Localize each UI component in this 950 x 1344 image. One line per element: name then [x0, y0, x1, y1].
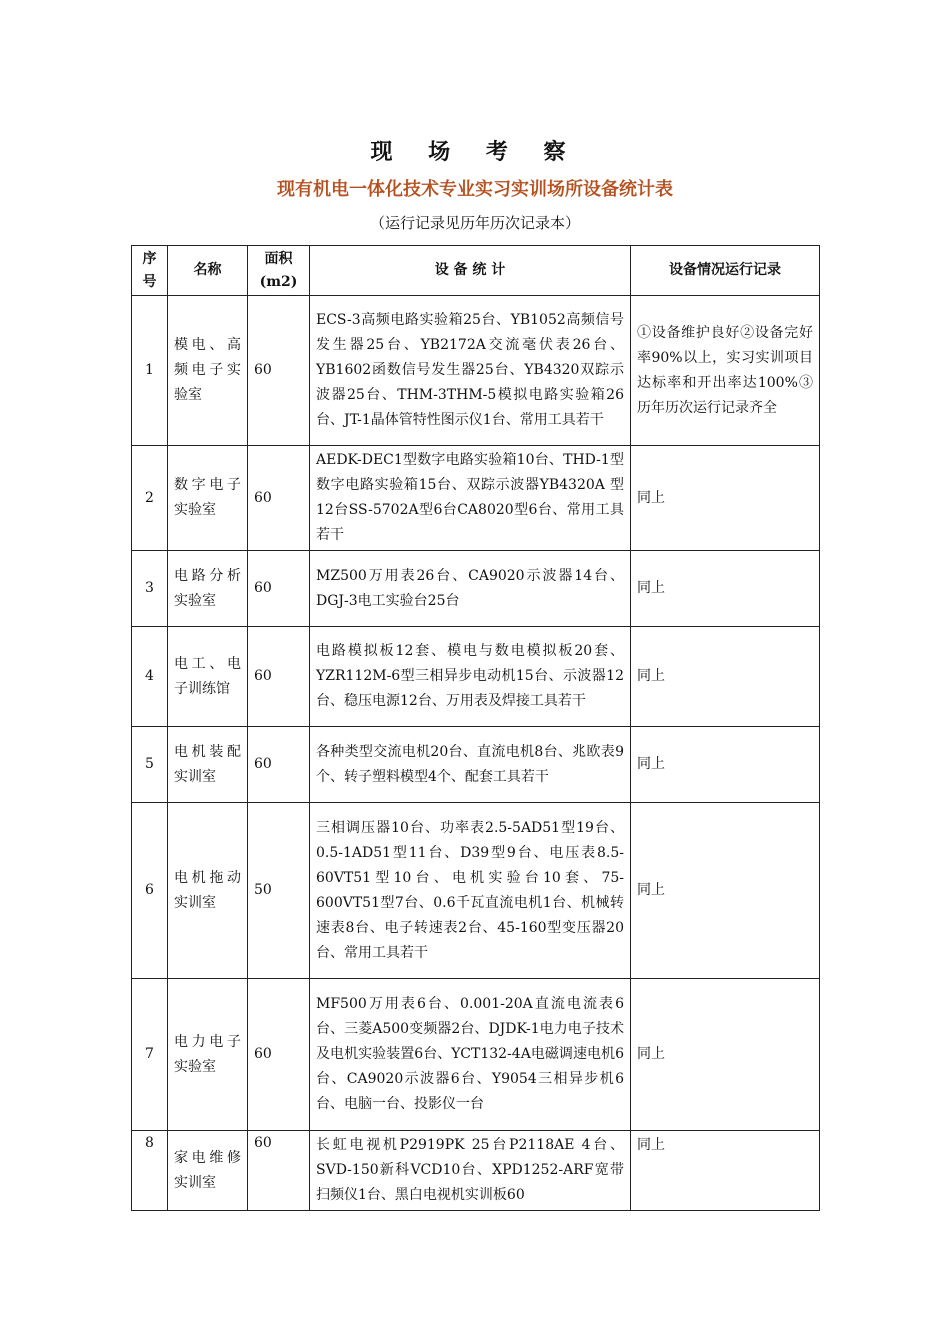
row-area: 60 — [248, 551, 310, 627]
row-name: 模电、高频电子实验室 — [168, 296, 248, 446]
row-status: 同上 — [631, 551, 820, 627]
row-status: 同上 — [631, 446, 820, 551]
row-no: 7 — [132, 979, 168, 1131]
table-row — [132, 446, 820, 551]
row-area: 60 — [248, 296, 310, 446]
row-status: 同上 — [631, 627, 820, 727]
row-equipment: MF500万用表6台、0.001-20A直流电流表6台、三菱A500变频器2台、DJDK-1电力电子技术及电机实验装置6台、YCT132-4A电磁调速电机6台、CA9020示波器6台、Y9054三相异步机6台、电脑一台、投影仪一台 — [310, 979, 631, 1131]
table-row — [132, 803, 820, 979]
column-header-area: 面积(m2) — [248, 246, 310, 296]
row-name: 电机拖动实训室 — [168, 803, 248, 979]
row-equipment: AEDK-DEC1型数字电路实验箱10台、THD-1型数字电路实验箱15台、双踪示波器YB4320A 型12台SS-5702A型6台CA8020型6台、常用工具若干 — [310, 446, 631, 551]
row-equipment: 长虹电视机P2919PK 25台P2118AE 4台、SVD-150新科VCD10台、XPD1252-ARF宽带扫频仪1台、黑白电视机实训板60 — [310, 1131, 631, 1211]
table-subtitle: 现有机电一体化技术专业实习实训场所设备统计表 — [277, 179, 673, 200]
row-no: 6 — [132, 803, 168, 979]
row-area: 60 — [248, 627, 310, 727]
column-header-name: 名称 — [168, 246, 248, 296]
row-status: 同上 — [631, 803, 820, 979]
row-area: 60 — [248, 727, 310, 803]
row-no: 1 — [132, 296, 168, 446]
row-equipment: MZ500万用表26台、CA9020示波器14台、DGJ-3电工实验台25台 — [310, 551, 631, 627]
row-area: 60 — [248, 446, 310, 551]
row-no: 5 — [132, 727, 168, 803]
row-area: 60 — [248, 1131, 310, 1211]
row-status: 同上 — [631, 727, 820, 803]
table-row — [132, 727, 820, 803]
column-header-status: 设备情况运行记录 — [631, 246, 820, 296]
column-header-no: 序号 — [132, 246, 168, 296]
table-note: （运行记录见历年历次记录本） — [369, 214, 580, 232]
table-row — [132, 979, 820, 1131]
equipment-table — [131, 245, 820, 1211]
row-name: 电机装配实训室 — [168, 727, 248, 803]
row-status: 同上 — [631, 979, 820, 1131]
table-header-row — [132, 246, 820, 296]
row-equipment: 三相调压器10台、功率表2.5-5AD51型19台、0.5-1AD51型11台、D39型9台、电压表8.5-60VT51型10台、电机实验台10套、75-600VT51型7台、0.6千瓦直流电机1台、机械转速表8台、电子转速表2台、45-160型变压器20台、常用工具若干 — [310, 803, 631, 979]
table-row — [132, 627, 820, 727]
row-no: 2 — [132, 446, 168, 551]
row-name: 电力电子实验室 — [168, 979, 248, 1131]
page-title: 现 场 考 察 — [370, 139, 580, 165]
row-equipment: 各种类型交流电机20台、直流电机8台、兆欧表9个、转子塑料模型4个、配套工具若干 — [310, 727, 631, 803]
table-row — [132, 1131, 820, 1211]
row-no: 3 — [132, 551, 168, 627]
row-name: 电工、电子训练馆 — [168, 627, 248, 727]
table-row — [132, 551, 820, 627]
row-no: 8 — [132, 1131, 168, 1211]
row-area: 50 — [248, 803, 310, 979]
row-name: 数字电子实验室 — [168, 446, 248, 551]
row-name: 电路分析实验室 — [168, 551, 248, 627]
column-header-equipment: 设 备 统 计 — [310, 246, 631, 296]
table-row — [132, 296, 820, 446]
row-name: 家电维修实训室 — [168, 1131, 248, 1211]
row-area: 60 — [248, 979, 310, 1131]
row-equipment: ECS-3高频电路实验箱25台、YB1052高频信号发生器25台、YB2172A交流毫伏表26台、YB1602函数信号发生器25台、YB4320双踪示波器25台、THM-3THM-5模拟电路实验箱26台、JT-1晶体管特性图示仪1台、常用工具若干 — [310, 296, 631, 446]
row-status: 同上 — [631, 1131, 820, 1211]
row-status: ①设备维护良好②设备完好率90%以上，实习实训项目达标率和开出率达100%③历年历次运行记录齐全 — [631, 296, 820, 446]
row-equipment: 电路模拟板12套、模电与数电模拟板20套、YZR112M-6型三相异步电动机15台、示波器12台、稳压电源12台、万用表及焊接工具若干 — [310, 627, 631, 727]
row-no: 4 — [132, 627, 168, 727]
